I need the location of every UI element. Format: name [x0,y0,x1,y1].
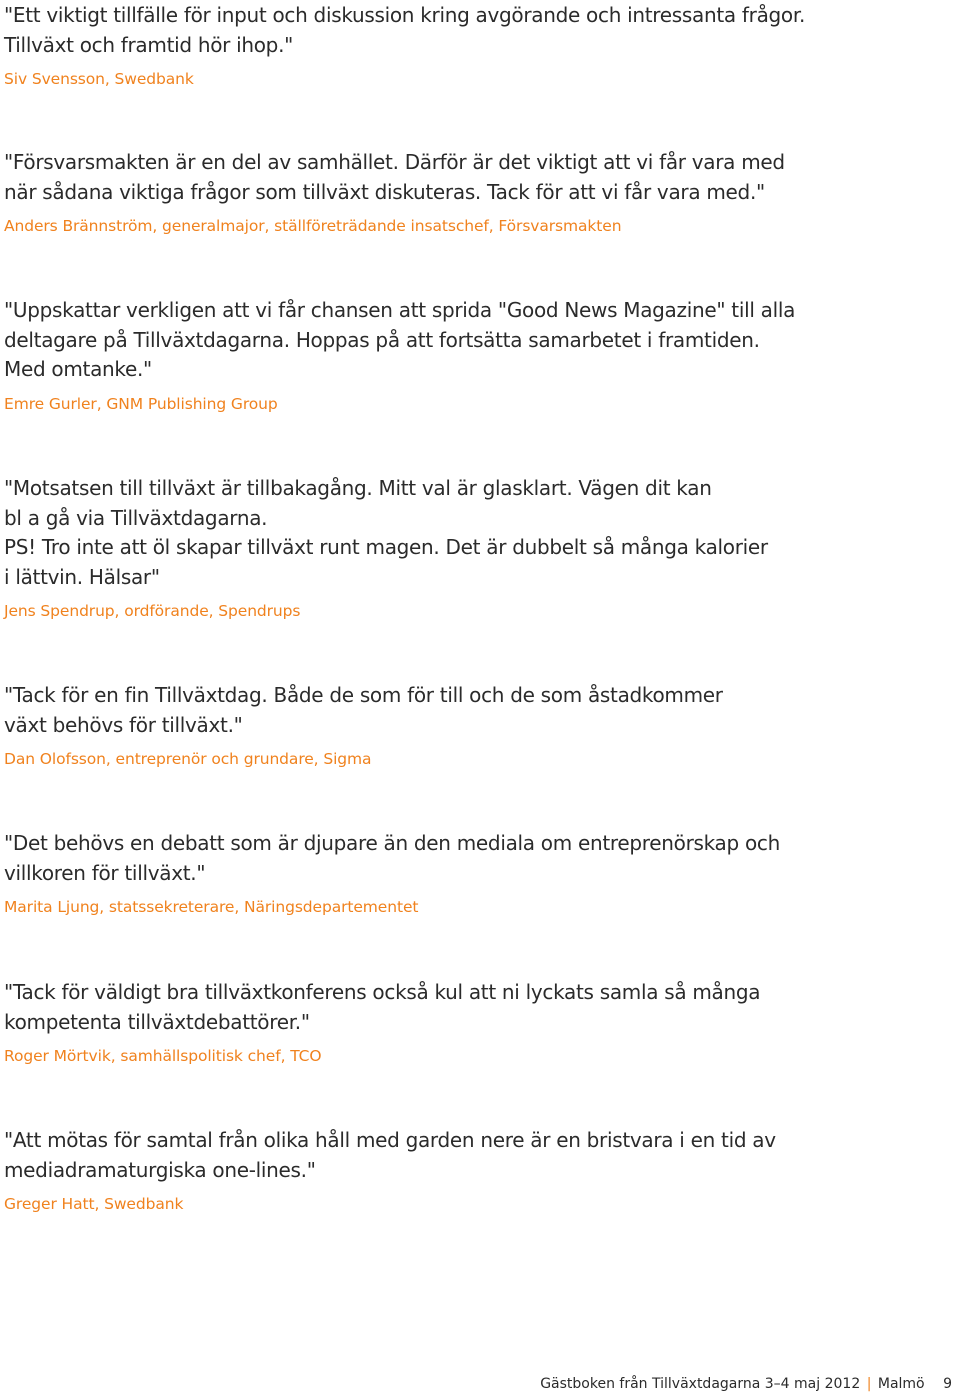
quote-block [4,148,924,237]
quote-text [4,1,924,60]
quote-line: "Tack för en fin Tillväxtdag. Både de som för till och de som åstadkommer [4,683,723,707]
quote-text [4,296,924,385]
quote-block [4,1,924,90]
page-number: 9 [943,1376,952,1392]
quote-line: PS! Tro inte att öl skapar tillväxt runt magen. Det är dubbelt så många kalorier [4,535,768,559]
quote-text [4,829,924,888]
quote-attribution: Dan Olofsson, entreprenör och grundare, Sigma [4,750,372,768]
quote-line: villkoren för tillväxt." [4,860,206,885]
quote-line: när sådana viktiga frågor som tillväxt diskuteras. Tack för att vi får vara med." [4,179,765,204]
quote-line: Tillväxt och framtid hör ihop." [4,32,294,57]
quote-block [4,681,924,770]
quote-line: "Motsatsen till tillväxt är tillbakagång. Mitt val är glasklart. Vägen dit kan [4,476,712,500]
quote-text [4,148,924,207]
quote-block [4,829,924,918]
page-footer [540,1376,952,1392]
quote-block [4,1126,924,1215]
quote-line: "Tack för väldigt bra tillväxtkonferens också kul att ni lyckats samla så många [4,980,761,1004]
quote-line: mediadramaturgiska one-lines." [4,1157,316,1182]
quote-line: "Att mötas för samtal från olika håll med garden nere är en bristvara i en tid av [4,1128,776,1152]
quote-text [4,1126,924,1185]
quote-attribution: Marita Ljung, statssekreterare, Näringsdepartementet [4,898,419,916]
quote-line: Med omtanke." [4,357,152,381]
quote-text [4,681,924,740]
quote-block [4,978,924,1067]
quote-block [4,296,924,415]
quote-attribution: Jens Spendrup, ordförande, Spendrups [4,602,301,620]
quote-line: "Det behövs en debatt som är djupare än den mediala om entreprenörskap och [4,831,780,855]
footer-separator: | [866,1376,872,1392]
quote-attribution: Greger Hatt, Swedbank [4,1195,184,1213]
quote-line: "Försvarsmakten är en del av samhället. Därför är det viktigt att vi får vara med [4,150,785,174]
footer-city: Malmö [877,1376,925,1392]
quote-line: "Uppskattar verkligen att vi får chansen att sprida "Good News Magazine" till alla [4,298,796,322]
quote-line: bl a gå via Tillväxtdagarna. [4,505,268,530]
quote-attribution: Roger Mörtvik, samhällspolitisk chef, TCO [4,1047,322,1065]
quote-line: deltagare på Tillväxtdagarna. Hoppas på att fortsätta samarbetet i framtiden. [4,327,760,352]
footer-title: Gästboken från Tillväxtdagarna 3–4 maj 2012 [540,1376,861,1392]
quote-line: "Ett viktigt tillfälle för input och diskussion kring avgörande och intressanta frågor. [4,3,806,27]
quote-text [4,978,924,1037]
quote-block [4,474,924,622]
quote-text [4,474,924,592]
quote-attribution: Siv Svensson, Swedbank [4,70,194,88]
quote-line: växt behövs för tillväxt." [4,712,243,737]
quote-line: i lättvin. Hälsar" [4,564,160,589]
quote-attribution: Anders Brännström, generalmajor, ställföreträdande insatschef, Försvarsmakten [4,217,622,235]
quote-line: kompetenta tillväxtdebattörer." [4,1009,310,1034]
quote-attribution: Emre Gurler, GNM Publishing Group [4,394,278,413]
